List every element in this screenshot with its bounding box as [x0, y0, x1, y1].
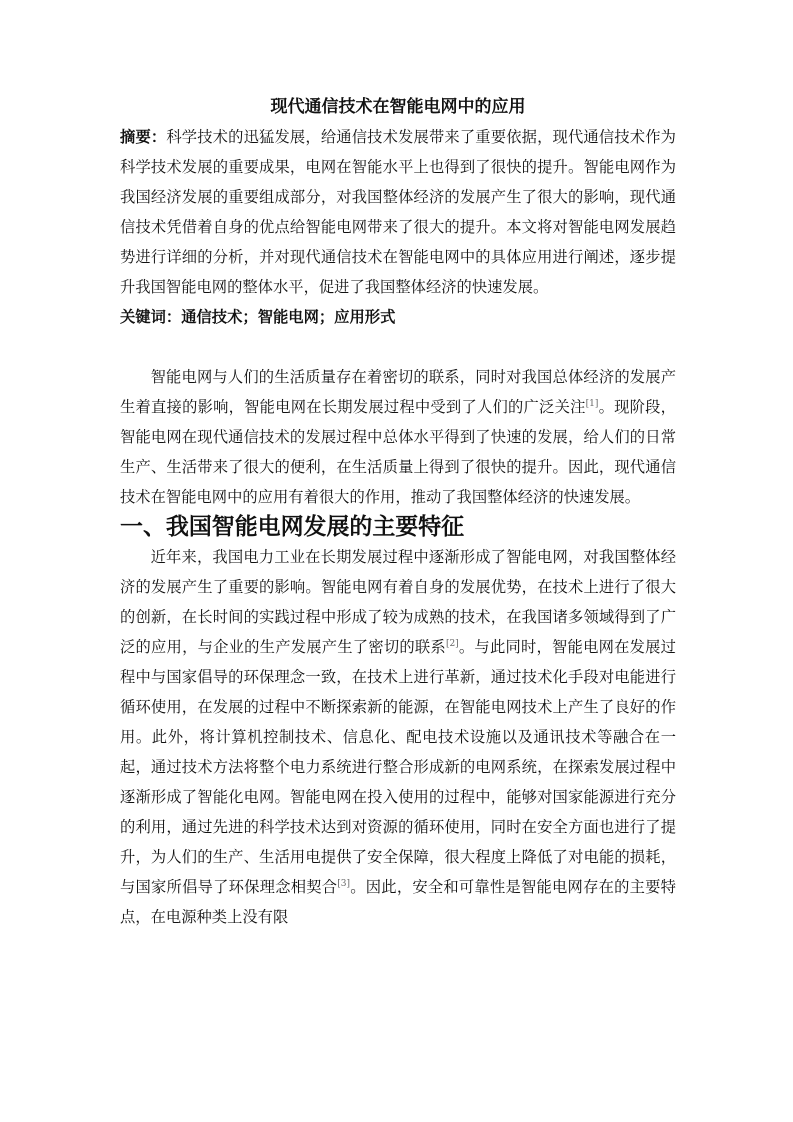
intro-text-1: 智能电网与人们的生活质量存在着密切的联系，同时对我国总体经济的发展产生着直接的影响，智能电网在长期发展过程中受到了人们的广泛关注	[120, 368, 676, 416]
section1-text-2: 。与此同时，智能电网在发展过程中与国家倡导的环保理念一致，在技术上进行革新，通过技术化手段对电能进行循环使用，在发展的过程中不断探索新的能源，在智能电网技术上产生了良好的作用。此外，将计算机控制技术、信息化、配电技术设施以及通讯技术等融合在一起，通过技术方法将整个电力系统进行整合形成新的电网系统，在探索发展过程中逐渐形成了智能化电网。智能电网在投入使用的过程中，能够对国家能源进行充分的利用，通过先进的科学技术达到对资源的循环使用，同时在安全方面也进行了提升，为人们的生产、生活用电提供了安全保障，很大程度上降低了对电能的损耗，与国家所倡导了环保理念相契合	[120, 638, 676, 896]
spacer	[120, 332, 676, 362]
abstract-label: 摘要：	[120, 128, 167, 146]
keywords-label: 关键词：	[120, 308, 182, 326]
section-heading-1: 一、我国智能电网发展的主要特征	[120, 514, 465, 540]
citation-1[interactable]: [1]	[585, 399, 599, 409]
citation-3[interactable]: [3]	[337, 879, 351, 889]
abstract-paragraph	[120, 122, 676, 302]
intro-text-2: 。现阶段，智能电网在现代通信技术的发展过程中总体水平得到了快速的发展，给人们的日常生产、生活带来了很大的便利，在生活质量上得到了很快的提升。因此，现代通信技术在智能电网中的应用有着很大的作用，推动了我国整体经济的快速发展。	[120, 398, 676, 506]
keywords-line	[120, 302, 676, 332]
paper-title: 现代通信技术在智能电网中的应用	[270, 97, 526, 117]
citation-2[interactable]: [2]	[445, 639, 459, 649]
document-page	[120, 92, 676, 932]
intro-paragraph	[120, 362, 676, 512]
abstract-text: 科学技术的迅猛发展，给通信技术发展带来了重要依据，现代通信技术作为科学技术发展的重要成果，电网在智能水平上也得到了很快的提升。智能电网作为我国经济发展的重要组成部分，对我国整体经济的发展产生了很大的影响，现代通信技术凭借着自身的优点给智能电网带来了很大的提升。本文将对智能电网发展趋势进行详细的分析，并对现代通信技术在智能电网中的具体应用进行阐述，逐步提升我国智能电网的整体水平，促进了我国整体经济的快速发展。	[120, 128, 676, 296]
keywords-text: 通信技术；智能电网；应用形式	[181, 308, 396, 326]
section1-text-1: 近年来，我国电力工业在长期发展过程中逐渐形成了智能电网，对我国整体经济的发展产生了重要的影响。智能电网有着自身的发展优势，在技术上进行了很大的创新，在长时间的实践过程中形成了较为成熟的技术，在我国诸多领域得到了广泛的应用，与企业的生产发展产生了密切的联系	[120, 548, 676, 656]
section1-text-3: 。因此，安全和可靠性是智能电网存在的主要特点，在电源种类上没有限	[120, 878, 676, 926]
section1-paragraph	[120, 542, 676, 932]
